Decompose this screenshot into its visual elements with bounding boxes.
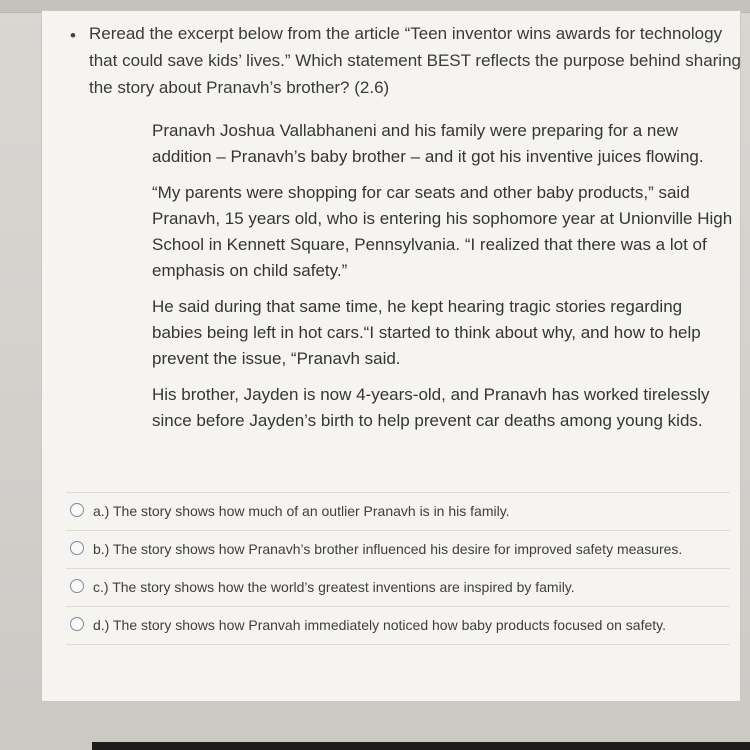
bullet-icon: • [70,26,76,45]
answer-label[interactable]: b.) The story shows how Pranavh’s brother influenced his desire for improved safety measures. [93,541,683,557]
radio-button-icon[interactable] [70,579,84,593]
excerpt-paragraph: His brother, Jayden is now 4-years-old, and Pranavh has worked tirelessly since before Jayden’s birth to help prevent car deaths among young kids. [152,385,710,430]
answer-choices [66,492,730,645]
radio-button-icon[interactable] [70,617,84,631]
radio-button-icon[interactable] [70,541,84,555]
excerpt-paragraph: Pranavh Joshua Vallabhaneni and his family were preparing for a new addition – Pranavh’s baby brother – and it got his inventive juices flowing. [152,121,704,166]
article-excerpt [152,118,736,444]
answer-option-a[interactable] [66,492,730,530]
answer-option-b[interactable] [66,530,730,568]
answer-label[interactable]: a.) The story shows how much of an outlier Pranavh is in his family. [93,503,510,519]
answer-option-c[interactable] [66,568,730,606]
radio-button-icon[interactable] [70,503,84,517]
answer-option-d[interactable] [66,606,730,645]
answer-label[interactable]: d.) The story shows how Pranvah immediately noticed how baby products focused on safety. [93,617,667,633]
question-prompt: Reread the excerpt below from the article “Teen inventor wins awards for technology that could save kids’ lives.” Which statement BEST reflects the purpose behind sharing the story about Pranavh’s brother? (2.6) [89,24,741,97]
answer-label[interactable]: c.) The story shows how the world’s greatest inventions are inspired by family. [93,579,575,595]
excerpt-paragraph: “My parents were shopping for car seats and other baby products,” said Pranavh, 15 years old, who is entering his sophomore year at Unionville High School in Kennett Square, Pennsylvania. “I realized that there was a lot of emphasis on child safety.” [152,183,733,280]
bottom-bezel [92,742,750,750]
excerpt-paragraph: He said during that same time, he kept hearing tragic stories regarding babies being left in hot cars.“I started to think about why, and how to help prevent the issue, “Pranavh said. [152,297,701,368]
